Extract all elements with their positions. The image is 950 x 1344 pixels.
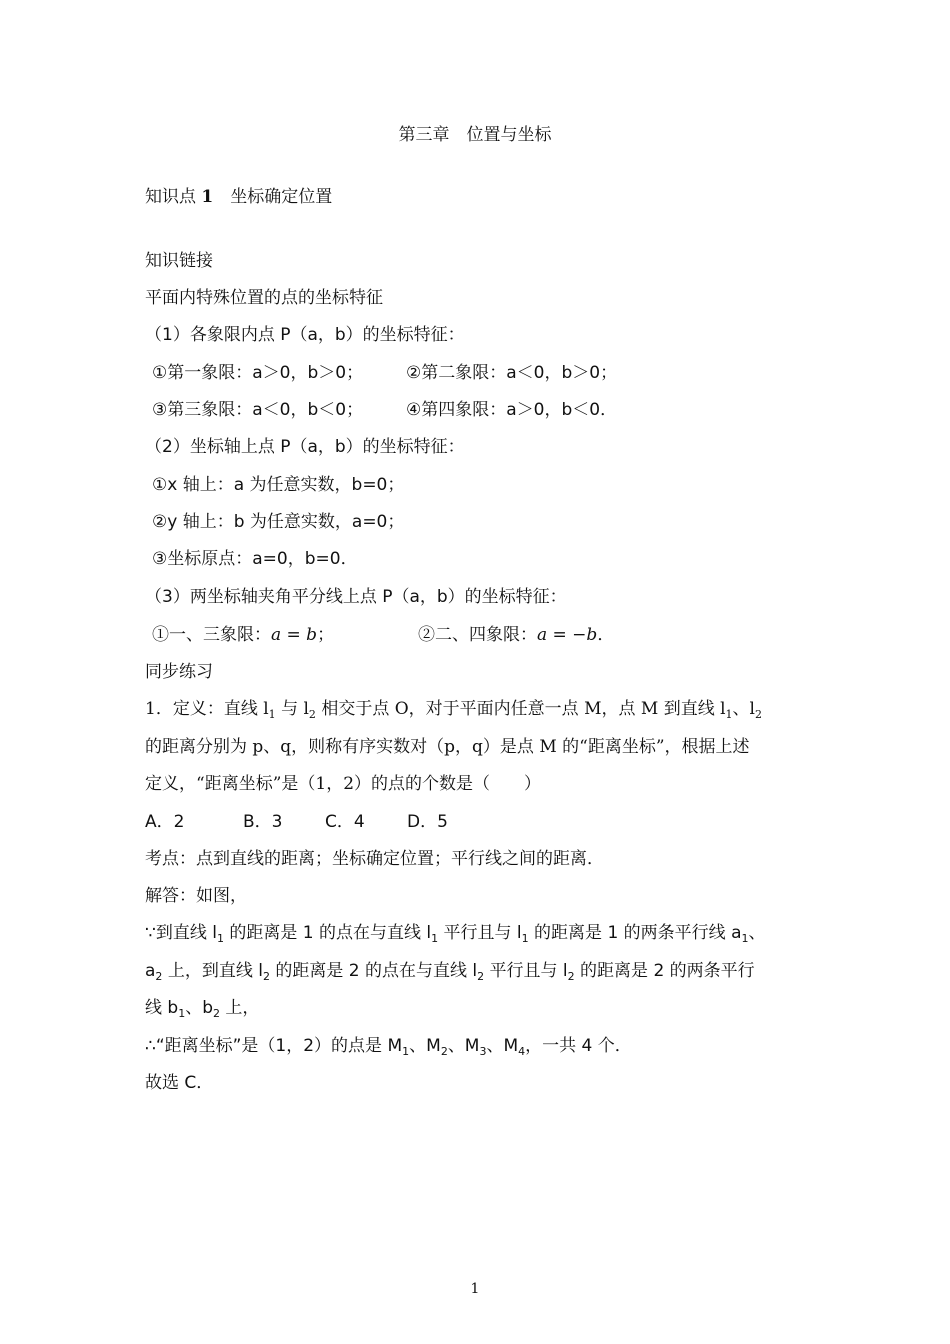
solution-line-3 <box>145 997 259 1019</box>
x-axis-rule: ①x 轴上：a 为任意实数，b=0； <box>152 475 405 495</box>
s2-text-a: a <box>145 961 156 981</box>
subscript: 1 <box>178 1007 186 1020</box>
knowledge-link-heading: 知识链接 <box>145 251 213 271</box>
s1-text-d: 的距离是 1 的两条平行线 a <box>528 923 742 943</box>
q-text-c: 相交于点 O，对于平面内任意一点 M，点 M 到直线 l <box>315 699 726 719</box>
subscript: 4 <box>518 1045 526 1058</box>
bisector-1-expr: a = b <box>271 625 318 645</box>
s1-text-a: ∵到直线 l <box>145 923 217 943</box>
bisector-2-label: ②二、四象限： <box>418 625 537 645</box>
subscript: 2 <box>567 970 575 983</box>
bisector-2-end: ． <box>597 625 615 645</box>
option-d: D．5 <box>407 812 448 832</box>
practice-heading: 同步练习 <box>145 662 213 682</box>
jieda: 解答：如图， <box>145 886 247 906</box>
s4-text-c: 、M <box>447 1036 480 1056</box>
question-line-1 <box>145 698 762 720</box>
section-heading <box>145 186 332 208</box>
q-text-d: 、l <box>732 699 755 719</box>
section-text: 坐标确定位置 <box>213 187 333 207</box>
s4-text-b: 、M <box>409 1036 441 1056</box>
s3-text-a: 线 b <box>145 998 179 1018</box>
section-number: 1 <box>201 187 214 207</box>
s2-text-e: 的距离是 2 的两条平行 <box>574 961 755 981</box>
subscript: 2 <box>155 970 163 983</box>
s2-text-c: 的距离是 2 的点在与直线 l <box>269 961 478 981</box>
option-c: C．4 <box>325 812 365 832</box>
page-title: 第三章 位置与坐标 <box>398 125 552 145</box>
subscript: 2 <box>262 970 270 983</box>
paragraph-3: （3）两坐标轴夹角平分线上点 P（a，b）的坐标特征： <box>145 587 567 607</box>
kaodian: 考点：点到直线的距离；坐标确定位置；平行线之间的距离． <box>145 849 604 869</box>
s3-text-c: 上， <box>220 998 260 1018</box>
subscript: 2 <box>213 1007 220 1020</box>
subtitle: 平面内特殊位置的点的坐标特征 <box>145 288 383 308</box>
s1-text-c: 平行且与 l <box>438 923 522 943</box>
subscript: 1 <box>268 708 276 721</box>
quadrant-4: ④第四象限：a＞0，b＜0． <box>406 400 618 420</box>
q-text-b: 与 l <box>275 699 309 719</box>
subscript: 3 <box>479 1045 487 1058</box>
question-line-3: 定义，“距离坐标”是（1，2）的点的个数是（ ） <box>145 774 542 794</box>
s4-text-d: 、M <box>486 1036 519 1056</box>
s4-text-e: ，一共 4 个． <box>525 1036 632 1056</box>
solution-line-4 <box>145 1035 632 1057</box>
solution-line-2 <box>145 960 755 982</box>
option-b: B．3 <box>243 812 283 832</box>
paragraph-1: （1）各象限内点 P（a，b）的坐标特征： <box>145 325 465 345</box>
s1-text-e: 、 <box>748 923 766 943</box>
bisector-1 <box>152 624 334 646</box>
option-a: A．2 <box>145 812 185 832</box>
subscript: 2 <box>477 970 485 983</box>
subscript: 2 <box>308 708 316 721</box>
question-line-2: 的距离分别为 p、q，则称有序实数对（p，q）是点 M 的“距离坐标”，根据上述 <box>145 737 750 757</box>
bisector-1-end: ； <box>317 625 335 645</box>
bisector-2-expr: a = −b <box>537 625 598 645</box>
quadrant-3: ③第三象限：a＜0，b＜0； <box>152 400 364 420</box>
solution-line-1 <box>145 922 766 944</box>
q-text-a: 1．定义：直线 l <box>145 699 269 719</box>
quadrant-1: ①第一象限：a＞0，b＞0； <box>152 363 364 383</box>
section-prefix: 知识点 <box>145 187 202 207</box>
quadrant-2: ②第二象限：a＜0，b＞0； <box>406 363 618 383</box>
s1-text-b: 的距离是 1 的点在与直线 l <box>223 923 432 943</box>
y-axis-rule: ②y 轴上：b 为任意实数，a=0； <box>152 512 405 532</box>
subscript: 2 <box>440 1045 448 1058</box>
s2-text-d: 平行且与 l <box>484 961 568 981</box>
subscript: 1 <box>521 932 529 945</box>
answer: 故选 C． <box>145 1073 214 1093</box>
subscript: 1 <box>216 932 224 945</box>
subscript: 1 <box>402 1045 410 1058</box>
s3-text-b: 、b <box>185 998 213 1018</box>
s2-text-b: 上，到直线 l <box>162 961 263 981</box>
bisector-1-label: ①一、三象限： <box>152 625 271 645</box>
subscript: 1 <box>741 932 749 945</box>
bisector-2 <box>418 624 614 646</box>
paragraph-2: （2）坐标轴上点 P（a，b）的坐标特征： <box>145 437 465 457</box>
subscript: 1 <box>431 932 439 945</box>
page-number: 1 <box>470 1281 480 1297</box>
s4-text-a: ∴“距离坐标”是（1，2）的点是 M <box>145 1036 403 1056</box>
origin-rule: ③坐标原点：a=0，b=0． <box>152 549 358 569</box>
subscript: 2 <box>754 708 762 721</box>
subscript: 1 <box>725 708 733 721</box>
